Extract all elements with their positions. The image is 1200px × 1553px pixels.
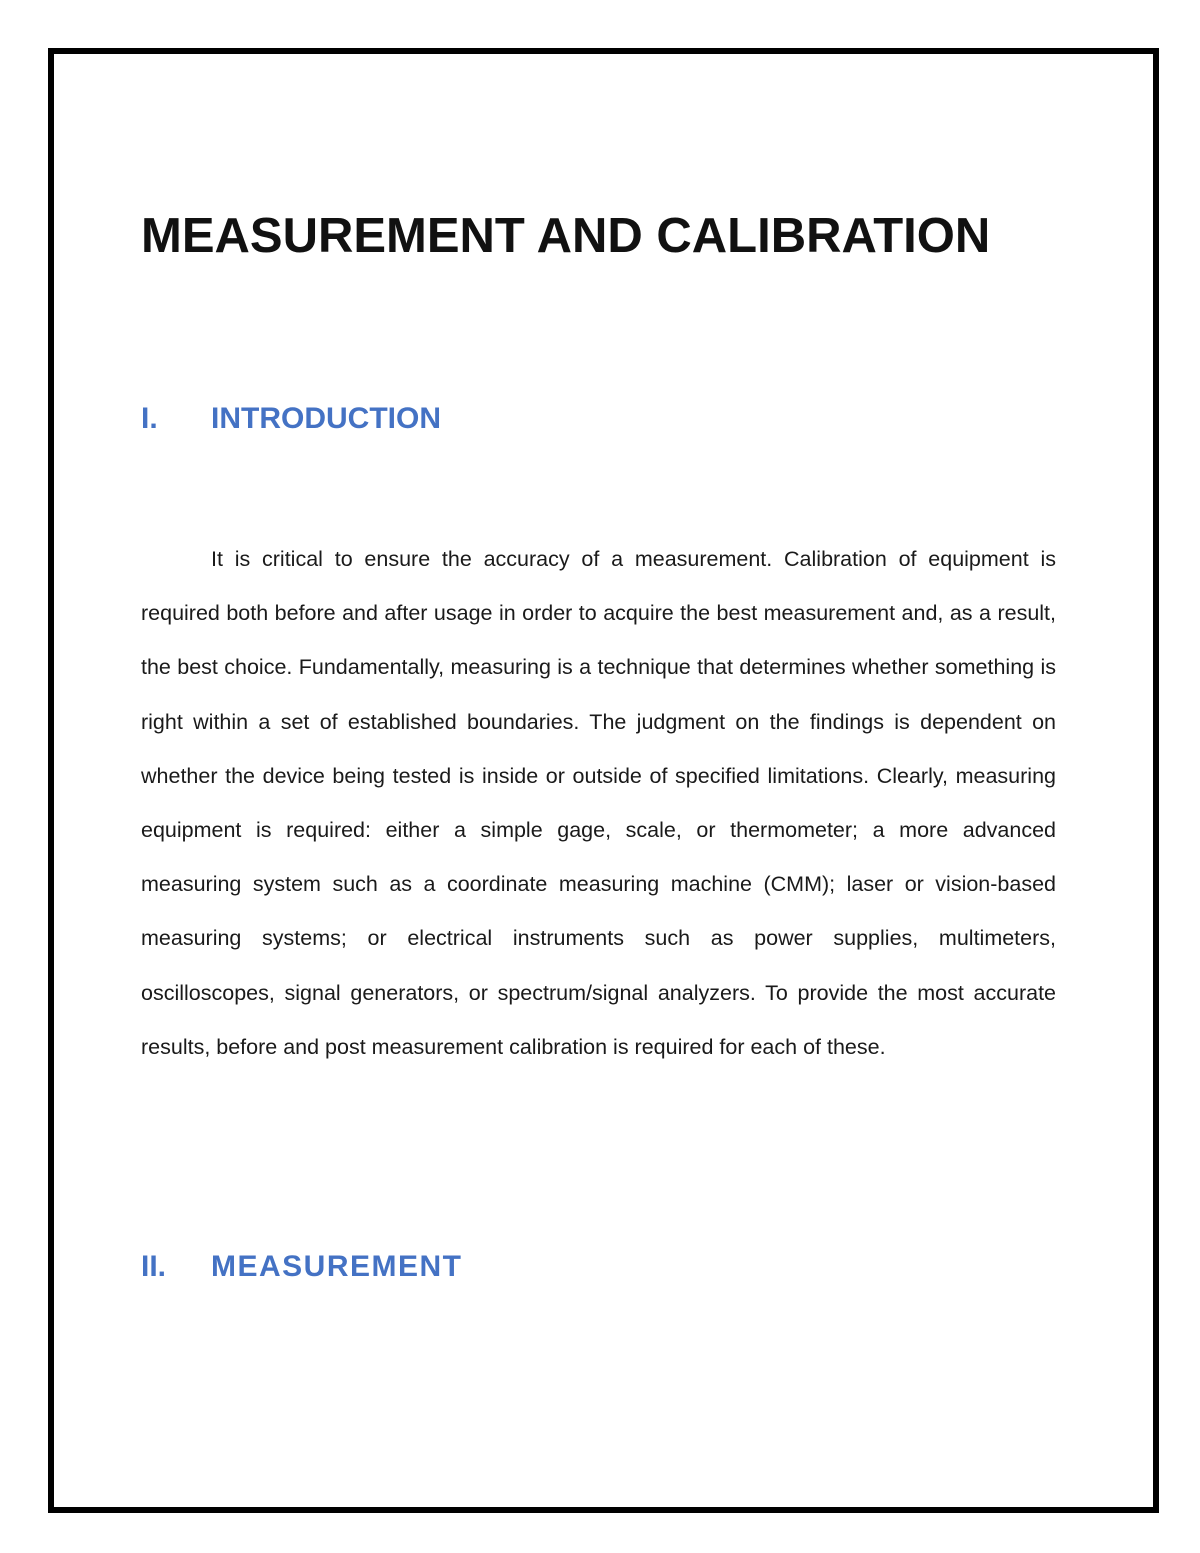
introduction-paragraph: It is critical to ensure the accuracy of a measurement. Calibration of equipment is required both before and after usage in order to acquire the best measurement and, as a result, the best choice. Fundamentally, measuring is a technique that determines whether something is right within a set of established boundaries. The judgment on the findings is dependent on whether the device being tested is inside or outside of specified limitations. Clearly, measuring equipment is required: either a simple gage, scale, or thermometer; a more advanced measuring system such as a coordinate measuring machine (CMM); laser or vision-based measuring systems; or electrical instruments such as power supplies, multimeters, oscilloscopes, signal generators, or spectrum/signal analyzers. To provide the most accurate results, before and post measurement calibration is required for each of these. (141, 547, 1056, 1059)
section-heading-introduction (141, 399, 441, 439)
section-heading-measurement (141, 1247, 463, 1287)
document-title: MEASUREMENT AND CALIBRATION (141, 209, 991, 263)
section-number: I. (141, 402, 158, 435)
section-number: II. (141, 1250, 167, 1283)
section-title: INTRODUCTION (211, 402, 441, 435)
section-title: MEASUREMENT (211, 1250, 463, 1283)
